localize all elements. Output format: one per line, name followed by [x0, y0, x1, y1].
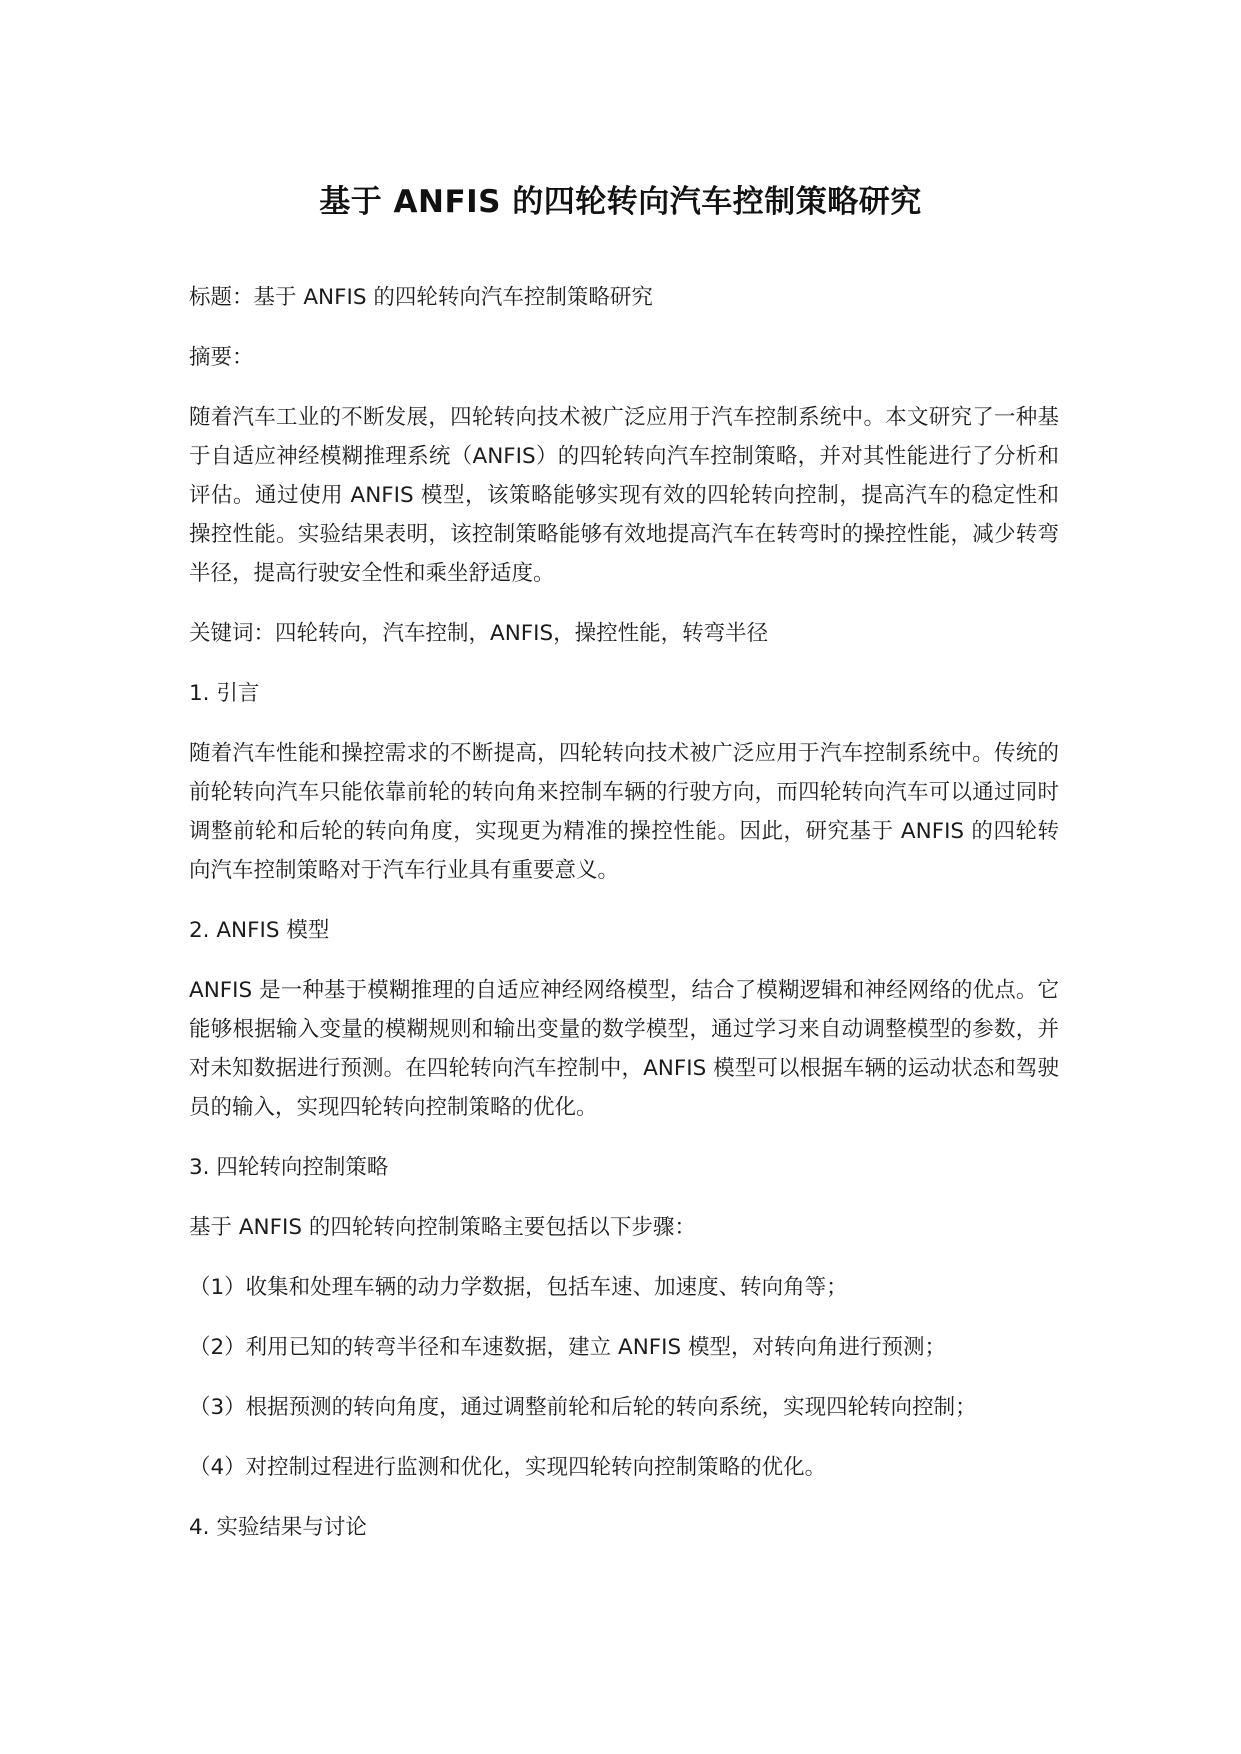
abstract-paragraph: 随着汽车工业的不断发展，四轮转向技术被广泛应用于汽车控制系统中。本文研究了一种基于自适应神经模糊推理系统（ANFIS）的四轮转向汽车控制策略，并对其性能进行了分析和评估。通过使用 ANFIS 模型，该策略能够实现有效的四轮转向控制，提高汽车的稳定性和操控性能。实验结果表明，该控制策略能够有效地提高汽车在转弯时的操控性能，减少转弯半径，提高行驶安全性和乘坐舒适度。	[189, 405, 1059, 586]
strategy-step-3: （3）根据预测的转向角度，通过调整前轮和后轮的转向系统，实现四轮转向控制；	[189, 1395, 977, 1420]
strategy-step-1: （1）收集和处理车辆的动力学数据，包括车速、加速度、转向角等；	[189, 1275, 848, 1300]
strategy-intro-line: 基于 ANFIS 的四轮转向控制策略主要包括以下步骤：	[189, 1215, 696, 1240]
section-heading-anfis-model: 2. ANFIS 模型	[189, 918, 330, 943]
title-line: 标题：基于 ANFIS 的四轮转向汽车控制策略研究	[189, 285, 653, 310]
strategy-step-2: （2）利用已知的转弯半径和车速数据，建立 ANFIS 模型，对转向角进行预测；	[189, 1335, 946, 1360]
document-body	[189, 278, 1059, 1568]
introduction-paragraph: 随着汽车性能和操控需求的不断提高，四轮转向技术被广泛应用于汽车控制系统中。传统的前轮转向汽车只能依靠前轮的转向角来控制车辆的行驶方向，而四轮转向汽车可以通过同时调整前轮和后轮的转向角度，实现更为精准的操控性能。因此，研究基于 ANFIS 的四轮转向汽车控制策略对于汽车行业具有重要意义。	[189, 741, 1059, 883]
document-title: 基于 ANFIS 的四轮转向汽车控制策略研究	[319, 184, 922, 220]
abstract-heading: 摘要：	[189, 345, 254, 370]
section-heading-results: 4. 实验结果与讨论	[189, 1515, 367, 1540]
anfis-model-paragraph: ANFIS 是一种基于模糊推理的自适应神经网络模型，结合了模糊逻辑和神经网络的优点。它能够根据输入变量的模糊规则和输出变量的数学模型，通过学习来自动调整模型的参数，并对未知数据进行预测。在四轮转向汽车控制中，ANFIS 模型可以根据车辆的运动状态和驾驶员的输入，实现四轮转向控制策略的优化。	[189, 978, 1059, 1120]
section-heading-introduction: 1. 引言	[189, 681, 260, 706]
section-heading-control-strategy: 3. 四轮转向控制策略	[189, 1155, 389, 1180]
strategy-step-4: （4）对控制过程进行监测和优化，实现四轮转向控制策略的优化。	[189, 1455, 827, 1480]
keywords-line: 关键词：四轮转向，汽车控制，ANFIS，操控性能，转弯半径	[189, 621, 769, 646]
